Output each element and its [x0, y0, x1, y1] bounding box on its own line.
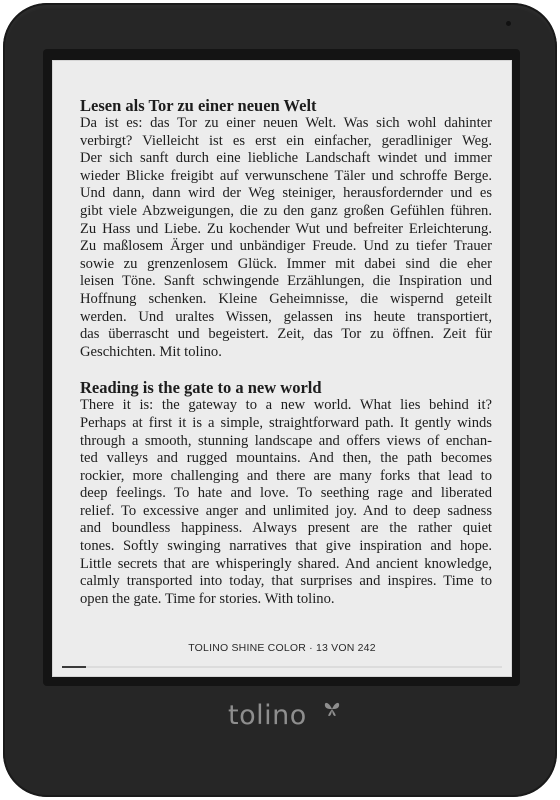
- eink-screen[interactable]: [52, 60, 512, 677]
- text-line: das überrascht und begeistert. Zeit, das Tor zu öffnen. Zeit für: [80, 326, 492, 343]
- text-line: gibt viele Abzweigungen, die zu den ganz großen Gefühlen führen.: [80, 202, 492, 219]
- text-line: calmly transported into today, that surprises and inspires. Time to: [80, 573, 492, 590]
- reading-progress-fill: [62, 666, 86, 668]
- ereader-device: [3, 3, 557, 797]
- text-line: through a smooth, stunning landscape and offers views of enchan-: [80, 432, 492, 449]
- page-footer: TOLINO SHINE COLOR · 13 VON 242: [188, 642, 376, 654]
- reading-progress-bar: [62, 666, 502, 668]
- text-line: Da ist es: das Tor zu einer neuen Welt. Was sich wohl dahinter: [80, 115, 492, 131]
- text-line: Perhaps at first it is a simple, straightforward path. It gently winds: [80, 414, 492, 431]
- section-heading: Reading is the gate to a new world: [80, 378, 322, 398]
- text-line: open the gate. Time for stories. With tolino.: [80, 590, 335, 607]
- text-line: rockier, more challenging and there are many forks that lead to: [80, 467, 492, 484]
- butterfly-icon: [322, 700, 342, 718]
- text-line: tones. Softly swinging narratives that give inspiration and hope.: [80, 538, 492, 555]
- text-line: relief. To excessive anger and unlimited joy. And to deep sadness: [80, 502, 492, 519]
- text-line: wieder Blicke freigibt auf verwunschene Täler und schroffe Berge.: [80, 167, 492, 184]
- text-line: There it is: the gateway to a new world. What lies behind it?: [80, 397, 492, 414]
- text-line: Geschichten. Mit tolino.: [80, 343, 222, 360]
- text-line: and boundless happiness. Always present are the rather quiet: [80, 520, 492, 537]
- text-line: ted valleys and rugged mountains. And then, the path becomes: [80, 450, 492, 467]
- brand-logo: tolino: [228, 700, 307, 731]
- text-line: verbirgt? Vielleicht ist es erst ein einfacher, geradliniger Weg.: [80, 132, 492, 149]
- light-sensor: [506, 21, 511, 26]
- text-line: Zu maßlosem Ärger und unbändiger Freude. Und zu tiefer Trauer: [80, 238, 492, 255]
- text-line: Und dann, dann wird der Weg steiniger, herausfordernder und es: [80, 185, 492, 202]
- text-section: [80, 96, 492, 361]
- book-page[interactable]: [80, 96, 492, 625]
- text-section: [80, 378, 492, 608]
- text-line: Little secrets that are whisperingly shared. And ancient knowledge,: [80, 555, 492, 572]
- text-line: Der sich sanft durch eine liebliche Landschaft windet und immer: [80, 150, 492, 167]
- text-line: werden. Und uraltes Wissen, gelassen ins heute transportiert,: [80, 308, 492, 325]
- section-heading: Lesen als Tor zu einer neuen Welt: [80, 96, 317, 115]
- text-line: leisen Töne. Sanft schwingende Erzählungen, die Inspiration und: [80, 273, 492, 290]
- text-line: deep feelings. To hate and love. To seething rage and liberated: [80, 485, 492, 502]
- text-line: Zu Hass und Liebe. Zu kochender Wut und befreiter Erleichterung.: [80, 220, 492, 237]
- text-line: sowie zu grenzenlosem Glück. Immer mit dabei sind die eher: [80, 255, 492, 272]
- text-line: Hoffnung schenken. Kleine Geheimnisse, die wispernd geteilt: [80, 290, 492, 307]
